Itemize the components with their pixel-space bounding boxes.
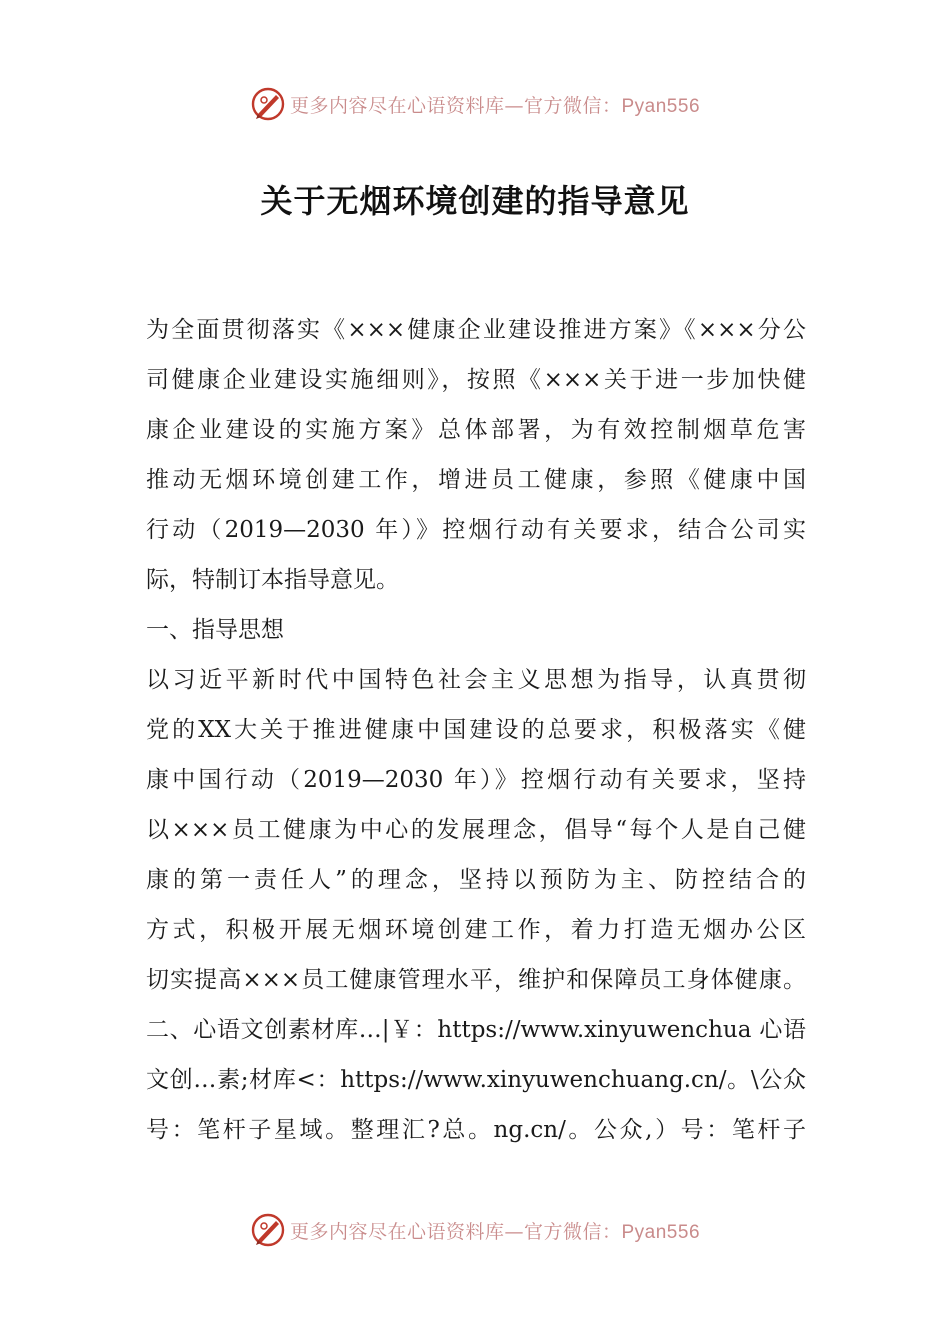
text-line: 党的XX大关于推进健康中国建设的总要求，积极落实《健 bbox=[146, 717, 806, 743]
pen-logo-icon bbox=[250, 86, 286, 122]
text-line: 方式，积极开展无烟环境创建工作，着力打造无烟办公区 bbox=[146, 917, 806, 943]
text-line: 文创…素;材库<：https://www.xinyuwenchuang.cn/。\公众 bbox=[146, 1067, 806, 1093]
text-line: 康的第一责任人”的理念，坚持以预防为主、防控结合的 bbox=[146, 867, 806, 893]
header-watermark bbox=[0, 84, 950, 124]
watermark-label: 更多内容尽在心语资料库—官方微信： bbox=[289, 1220, 622, 1243]
footer-watermark bbox=[0, 1210, 950, 1250]
text-line: 号：笔杆子星域。整理汇?总。ng.cn/。公众,）号：笔杆子 bbox=[146, 1117, 806, 1143]
text-line: 二、心语文创素材库…|￥：https://www.xinyuwenchua 心语 bbox=[146, 1017, 806, 1043]
text-line: 际，特制订本指导意见。 bbox=[146, 567, 399, 593]
document-body bbox=[146, 305, 806, 1155]
text-line: 康企业建设的实施方案》总体部署，为有效控制烟草危害 bbox=[146, 417, 806, 443]
text-line: 切实提高×××员工健康管理水平，维护和保障员工身体健康。 bbox=[146, 967, 806, 993]
text-line: 司健康企业建设实施细则》，按照《×××关于进一步加快健 bbox=[146, 367, 806, 393]
watermark-text bbox=[290, 91, 700, 118]
text-line: 康中国行动（2019—2030 年）》控烟行动有关要求，坚持 bbox=[146, 767, 806, 793]
text-line: 以×××员工健康为中心的发展理念，倡导“每个人是自己健 bbox=[146, 817, 806, 843]
pen-logo-icon bbox=[250, 1212, 286, 1248]
watermark-label: 更多内容尽在心语资料库—官方微信： bbox=[289, 94, 622, 117]
text-line: 以习近平新时代中国特色社会主义思想为指导，认真贯彻 bbox=[146, 667, 806, 693]
text-line: 为全面贯彻落实《×××健康企业建设推进方案》《×××分公 bbox=[146, 317, 806, 343]
text-line: 行动（2019—2030 年）》控烟行动有关要求，结合公司实 bbox=[146, 517, 806, 543]
text-line: 一、指导思想 bbox=[146, 617, 284, 643]
text-line: 推动无烟环境创建工作，增进员工健康，参照《健康中国 bbox=[146, 467, 806, 493]
watermark-wechat-id: Pyan556 bbox=[621, 95, 701, 117]
watermark-text bbox=[290, 1217, 700, 1244]
document-title: 关于无烟环境创建的指导意见 bbox=[260, 182, 690, 220]
watermark-wechat-id: Pyan556 bbox=[621, 1221, 701, 1243]
